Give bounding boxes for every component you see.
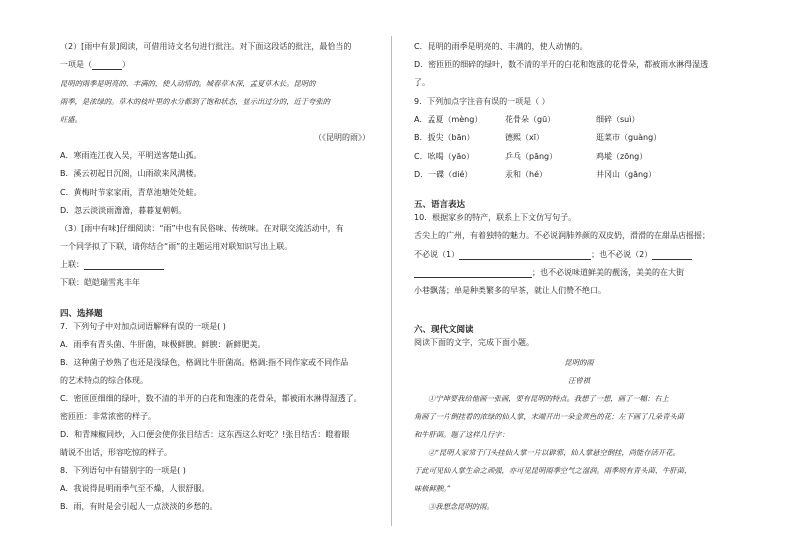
option-c: C．黄梅时节家家雨，青草池塘处处蛙。 [60,188,202,197]
option-a: A．寒雨连江夜入吴，平明送客楚山孤。 [60,151,202,160]
q9-row: D．一碟（dié） 汞和（hé） 井冈山（gāng） [414,170,657,179]
column-divider [391,36,392,526]
article-line: 于此可见仙人掌生命之顽强，亦可见昆明雨季空气之湿润。雨季则有青头菌、牛肝菌， [414,466,692,475]
q7-option: 密匝匝：非常浓密的样子。 [60,412,156,421]
q7-option: B．这种菌子炒熟了也还是浅绿色，格调比牛肝菌高。格调:指不同作家或不同作品 [60,358,349,367]
article-line: 和牛肝菌。题了这样几行字： [414,430,509,439]
answer-blank-3 [414,269,532,278]
q7-prompt: 7．下列句子中对加点词语解释有误的一项是( ) [60,322,226,331]
reading-intro: 阅读下面的文字，完成下面小题。 [414,338,534,347]
q8-option: C．昆明的雨季是明亮的、丰满的，使人动情的。 [414,42,588,51]
q3-prompt: （3）[雨中有味]仔细阅读：“雨”中也有民俗味、传统味。在对联交流活动中，有 [60,224,344,233]
passage-source: （《昆明的雨》） [314,133,370,142]
passage-line: 昆明的雨季是明亮的、丰满的，使人动情的。城春草木深，孟夏草木长。昆明的 [60,79,316,88]
bubi-line: 不必说（1） ；也不必说（2） [414,250,692,260]
q8-option: 了。 [414,78,430,87]
q7-option: A．雨季有青头菌、牛肝菌，味极鲜腴。鲜腴：新鲜肥美。 [60,340,266,349]
section-heading: 六、现代文阅读 [414,325,474,335]
section-heading: 五、语言表达 [414,200,466,210]
shanglian-blank [84,261,164,270]
q3-prompt: 一个同学拟了下联，请你结合“雨”的主题运用对联知识写出上联。 [60,242,293,251]
passage-line: 雨季，是浓绿的。草木的枝叶里的水分都到了饱和状态，显示出过分的，近于夸张的 [60,97,330,106]
q9-row: A．孟夏（mèng） 花骨朵（gū） 细碎（suì） [414,115,640,124]
article-title: 昆明的雨 [564,358,594,367]
bubi-line2: ；也不必说味道鲜美的靓汤，美美的在大街 [414,268,684,278]
answer-blank-1 [459,251,591,260]
q2-prompt-line1: （2）[雨中有景]阅读，可借用诗文名句进行批注。对下面这段话的批注，最恰当的 [60,42,352,51]
option-b: B．溪云初起日沉阁，山雨欲来风满楼。 [60,169,202,178]
q8-option: D．密匝匝的细碎的绿叶，数不清的半开的白花和饱涨的花骨朵，都被雨水淋得湿透 [414,60,709,69]
q9-prompt: 9．下列加点字注音有误的一项是（ ） [414,97,550,106]
q7-option: D．和青辣椒同炒，入口便会使你张目结舌：这东西这么好吃？!张目结舌：瞪着眼 [60,430,350,439]
q9-row: C．吆喝（yāo） 乒乓（pāng） 鸡㙡（zōng） [414,152,648,161]
q10-context: 舌尖上的广州，有着独特的魅力。不必说润肺养颜的双皮奶，滑滑的在甜品店摇摇； [414,231,710,240]
option-d: D．忽云淡淡雨澹澹，暮暮复朝朝。 [60,206,187,215]
q2-prompt-line2: 一项是（ ） [60,60,130,69]
q8-option: A．我说得昆明雨季气至不燥，人很舒服。 [60,484,210,493]
q10-tail: 小巷飘荡；单是种类繁多的早茶，就让人们赞不绝口。 [414,286,606,295]
q10-prompt: 10．根据家乡的特产，联系上下文仿写句子。 [414,213,577,222]
q9-row: B．扳尖（bān） 德熙（xī） 逛菜市（guàng） [414,133,662,142]
q8-option: B．雨，有时是会引起人一点淡淡的乡愁的。 [60,502,218,511]
xialian-line: 下联：皑皑瑞雪兆丰年 [60,278,140,287]
q7-option: 睛说不出话，形容吃惊的样子。 [60,448,172,457]
article-line: 味极鲜腴。” [414,484,451,493]
q8-prompt: 8．下列语句中有错别字的一项是( ) [60,466,186,475]
article-line: 角画了一片倒挂着的浓绿的仙人掌，末端开出一朵金黄色的花；左下画了几朵青头菌 [414,412,684,421]
shanglian-line: 上联： [60,260,164,270]
answer-blank [92,61,122,70]
article-line: ①宁坤要我给他画一张画，要有昆明的特点。我想了一想，画了一幅：右上 [428,394,669,403]
article-author: 汪曾祺 [568,376,590,385]
section-heading: 四、选择题 [60,309,103,319]
q7-option: C．密匝匝细细的绿叶，数不清的半开的白花和饱涨的花骨朵，都被雨水淋得湿透了。 [60,394,362,403]
article-line: ③我想念昆明的雨。 [428,502,494,511]
answer-blank-2 [652,251,692,260]
passage-line: 旺盛。 [60,115,82,124]
article-line: ②“昆明人家常于门头挂仙人掌一片以辟邪，仙人掌悬空倒挂，尚能存活开花。 [428,448,680,457]
q7-option: 的艺术特点的综合体现。 [60,376,148,385]
